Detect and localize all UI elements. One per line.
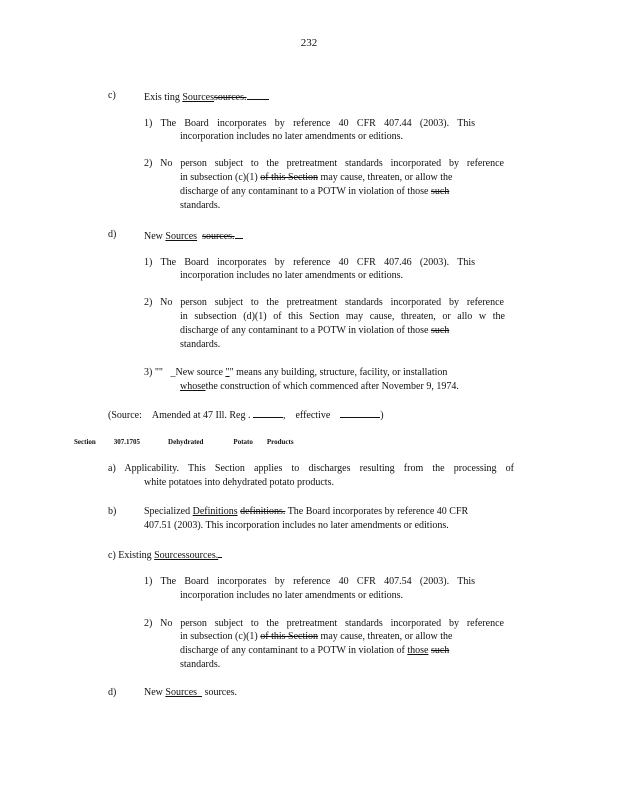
a-line2: white potatoes into dehydrated potato products. [144,477,334,488]
c2-heading: c) Existing Sourcessources. [108,547,222,562]
d-item2-line1: 2) No person subject to the pretreatment standards incorporated by reference [144,297,504,308]
b-label: b) [108,506,117,517]
d-item1-line1: 1) The Board incorporates by reference 40 CFR 407.46 (2003). This [144,257,475,268]
effective-blank [340,407,380,418]
c-item2-line4: standards. [180,200,221,211]
section-heading: Section 307.1705 Dehydrated Potato Products [74,438,294,446]
c-item1-line1: 1) The Board incorporates by reference 40 CFR 407.44 (2003). This [144,118,475,129]
a-line1: a) Applicability. This Section applies to discharges resulting from the processing of [108,463,514,474]
b-line1: Specialized Definitions definitions. The Board incorporates by reference 40 CFR [144,506,469,517]
heading-struck: sources. [214,92,247,103]
subsection-d-heading: New Sources sources. [144,228,243,243]
page-number: 232 [300,37,318,49]
d-item2-line4: standards. [180,339,221,350]
c2-item2-line4: standards. [180,659,221,670]
reg-blank [253,407,283,418]
heading-rule [247,89,269,100]
c-item2-line3: discharge of any contaminant to a POTW in violation of those such [180,186,450,197]
subsection-d-label: d) [108,229,117,240]
b-line2: 407.51 (2003). This incorporation includes no later amendments or editions. [144,520,449,531]
c-item2-line2: in subsection (c)(1) of this Section may cause, threaten, or allow the [180,172,453,183]
d2-heading: New Sources sources. [144,687,238,698]
d-item2-line2: in subsection (d)(1) of this Section may cause, threaten, or allo w the [180,311,505,322]
d2-label: d) [108,687,117,698]
heading-underlined: Sources [182,92,215,103]
source-note: (Source: Amended at 47 Ill. Reg . , effective ) [108,407,384,422]
d-item2-line3: discharge of any contaminant to a POTW in violation of those such [180,325,450,336]
subsection-c-heading [144,89,269,104]
c-item1-line2: incorporation includes no later amendments or editions. [180,131,403,142]
c2-item2-line1: 2) No person subject to the pretreatment standards incorporated by reference [144,618,504,629]
heading-text: Exis ting [144,92,183,103]
c-item2-line1: 2) No person subject to the pretreatment standards incorporated by reference [144,158,504,169]
c2-item1-line2: incorporation includes no later amendments or editions. [180,590,403,601]
subsection-c-label: c) [108,90,116,101]
c2-item1-line1: 1) The Board incorporates by reference 40 CFR 407.54 (2003). This [144,576,475,587]
c2-item2-line3: discharge of any contaminant to a POTW in violation of those such [180,645,450,656]
d-item3-line2: whosethe construction of which commenced after November 9, 1974. [180,381,459,392]
d-item3-line1: 3) "" _New source "" means any building, structure, facility, or installation [144,367,448,378]
c2-item2-line2: in subsection (c)(1) of this Section may cause, threaten, or allow the [180,631,453,642]
d-item1-line2: incorporation includes no later amendments or editions. [180,270,403,281]
